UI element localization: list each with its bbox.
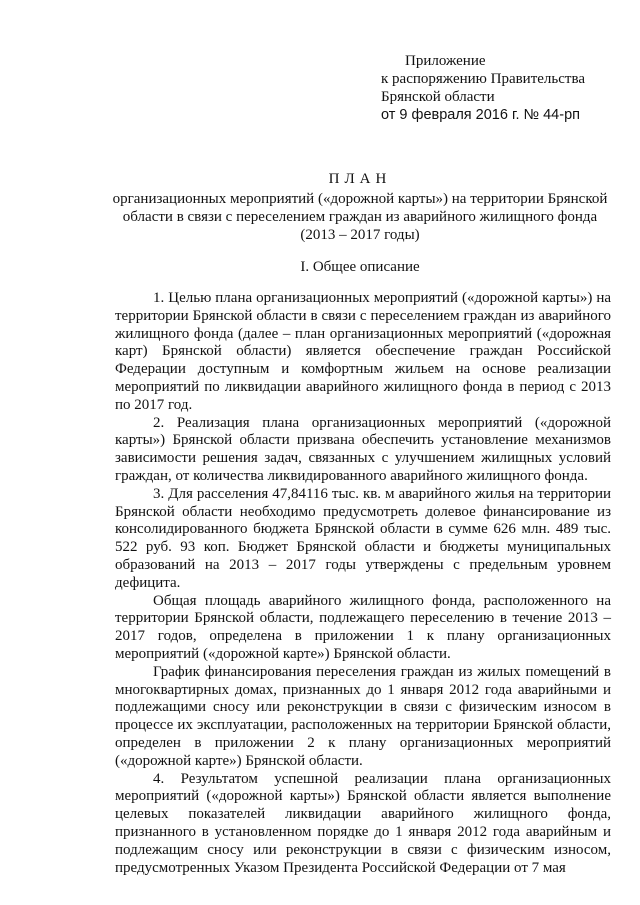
title-line-2: области в связи с переселением граждан из аварийного жилищного фонда (122, 209, 598, 225)
paragraph-1: 1. Целью плана организационных мероприятий («дорожной карты») на территории Брянской области в связи с переселением граждан из аварийного жилищного фонда (далее – план организационных мероприятий («дорожная карт) Брянской области) является обеспечение граждан Российской Федерации доступным и комфортным жильем на основе реализации мероприятий по ликвидации аварийного жилищного фонда в период с 2013 по 2017 год. (115, 290, 611, 413)
paragraph-4: Общая площадь аварийного жилищного фонда, расположенного на территории Брянской области, подлежащего переселению в течение 2013 – 2017 годов, определена в приложении 1 к плану организационных мероприятий («дорожной карте») Брянской области. (115, 592, 611, 662)
section-heading: I. Общее описание (300, 259, 420, 275)
paragraph-3: 3. Для расселения 47,84116 тыс. кв. м аварийного жилья на территории Брянской области необходимо предусмотреть долевое финансирование из консолидированного бюджета Брянской области в сумме 626 млн. 489 тыс. 522 руб. 93 коп. Бюджет Брянской области и бюджеты муниципальных образований на 2013 – 2017 годы утверждены с предельным уровнем дефицита. (115, 485, 611, 591)
paragraph-2: 2. Реализация плана организационных мероприятий («дорожной карты») Брянской области призвана обеспечить установление механизмов зависимости решения задач, связанных с улучшением жилищных условий граждан, от количества ликвидированного аварийного жилищного фонда. (115, 414, 611, 484)
appendix-header (381, 52, 585, 124)
paragraph-6: 4. Результатом успешной реализации плана организационных мероприятий («дорожной карты») Брянской области является выполнение целевых показателей ликвидации аварийного жилищного фонда, признанного в установленном порядке до 1 января 2012 года аварийным и подлежащим сносу или реконструкции в связи с физическим износом, предусмотренных Указом Президента Российской Федерации от 7 мая (115, 770, 611, 876)
document-body (115, 290, 611, 877)
appendix-label: Приложение (405, 53, 486, 69)
region-name: Брянской области (381, 89, 495, 105)
order-reference: к распоряжению Правительства (381, 71, 586, 87)
plan-heading: ПЛАН (328, 171, 392, 187)
order-date-number: от 9 февраля 2016 г. № 44-рп (381, 107, 580, 123)
paragraph-5: График финансирования переселения граждан из жилых помещений в многоквартирных домах, признанных до 1 января 2012 года аварийными и подлежащими сносу или реконструкции в связи с физическим износом в процессе их эксплуатации, расположенных на территории Брянской области, определен в приложении 2 к плану организационных мероприятий («дорожной карте») Брянской области. (115, 663, 611, 769)
document-title (100, 170, 620, 244)
title-line-3: (2013 – 2017 годы) (300, 227, 420, 243)
title-line-1: организационных мероприятий («дорожной карты») на территории Брянской (112, 191, 608, 207)
